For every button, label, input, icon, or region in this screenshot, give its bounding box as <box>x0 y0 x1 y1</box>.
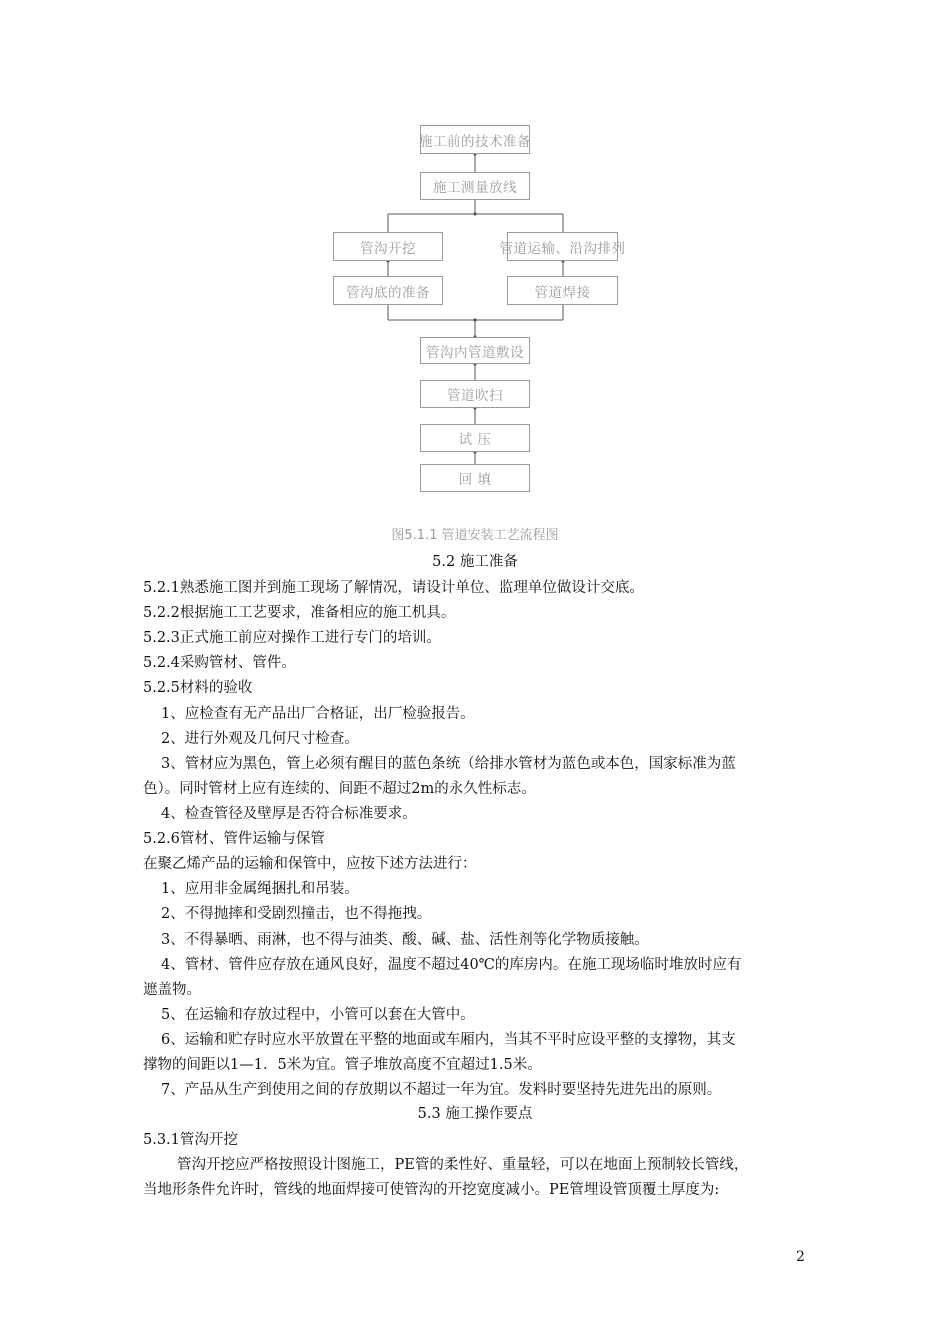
flowchart-caption: 图5.1.1 管道安装工艺流程图 <box>391 528 559 543</box>
flow-step-pipe-purge: 管道吹扫 <box>420 380 530 408</box>
flow-step-pipe-transport: 管道运输、沿沟排列 <box>507 232 618 261</box>
flow-step-survey: 施工测量放线 <box>420 172 530 200</box>
page-number: 2 <box>796 1249 805 1265</box>
flow-step-pressure-test: 试 压 <box>420 424 530 452</box>
flow-step-pipe-weld: 管道焊接 <box>507 276 618 305</box>
flow-step-pipe-lay: 管沟内管道敷设 <box>420 337 530 364</box>
section-heading-5-2: 5.2 施工准备 <box>432 554 518 570</box>
section-heading-5-3: 5.3 施工操作要点 <box>417 1106 533 1122</box>
flow-step-trench-bottom: 管沟底的准备 <box>333 276 443 305</box>
flow-step-trench-dig: 管沟开挖 <box>333 232 443 261</box>
flow-step-tech-prep: 施工前的技术准备 <box>420 125 530 154</box>
flow-step-backfill: 回 填 <box>420 464 530 492</box>
